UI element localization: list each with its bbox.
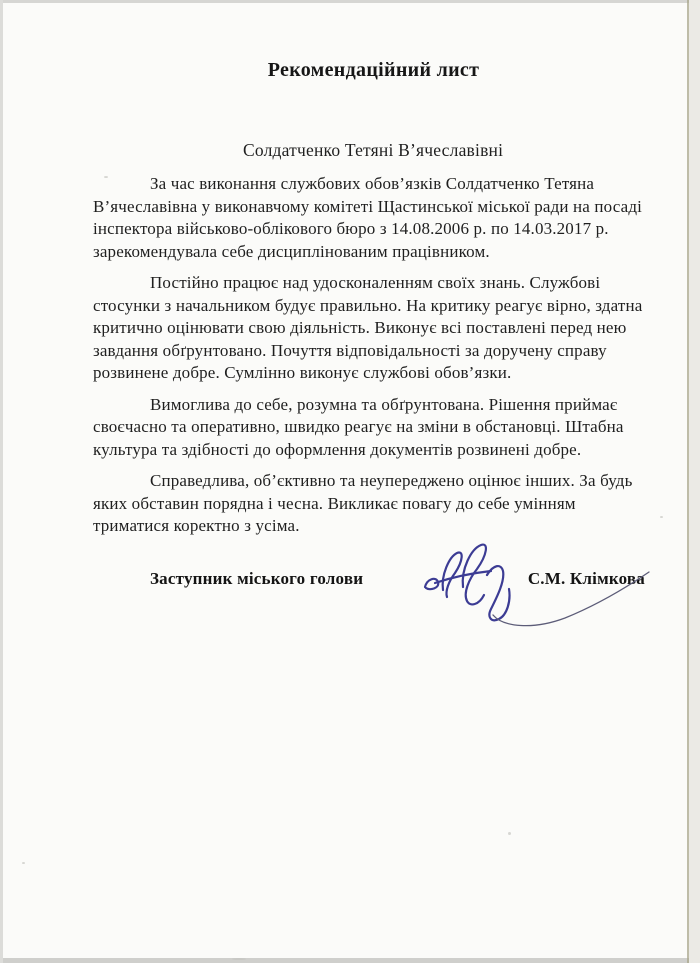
signature-block	[93, 568, 654, 589]
letter-paragraph: Вимоглива до себе, розумна та обґрунтована. Рішення приймає своєчасно та оперативно, швидко реагує на зміни в обстановці. Штабна культура та здібності до оформлення документів розвинені добре.	[93, 394, 624, 459]
recipient-name: Солдатченко Тетяні В’ячеславівні	[243, 140, 504, 160]
letter-title: Рекомендаційний лист	[267, 59, 480, 81]
scan-speck	[22, 862, 25, 864]
letter-paragraph: За час виконання службових обов’язків Солдатченко Тетяна В’ячеславівна у виконавчому комітеті Щастинської міської ради на посаді інспектора військово-облікового бюро з 14.08.2006 р. по 14.03.2017 р. зарекомендувала себе дисциплінованим працівником.	[93, 174, 642, 261]
scan-speck	[232, 958, 246, 960]
letter-paragraph: Справедлива, об’єктивно та неупереджено оцінює інших. За будь яких обставин порядна і чесна. Викликає повагу до себе умінням триматися коректно з усіма.	[93, 471, 633, 535]
scan-speck	[660, 516, 663, 518]
signatory-name: С.М. Клімкова	[527, 568, 645, 588]
signatory-position: Заступник міського голови	[150, 568, 364, 588]
scan-edge-bottom	[0, 958, 700, 963]
scan-speck	[508, 832, 511, 835]
letter-paragraph: Постійно працює над удосконаленням своїх знань. Службові стосунки з начальником будує правильно. На критику реагує вірно, здатна критично оцінювати свою діяльність. Виконує всі поставлені перед нею завдання обґрунтовано. Почуття відповідальності за доручену справу розвинене добре. Сумлінно виконує службові обов’язки.	[93, 273, 643, 382]
scan-speck	[104, 176, 108, 178]
